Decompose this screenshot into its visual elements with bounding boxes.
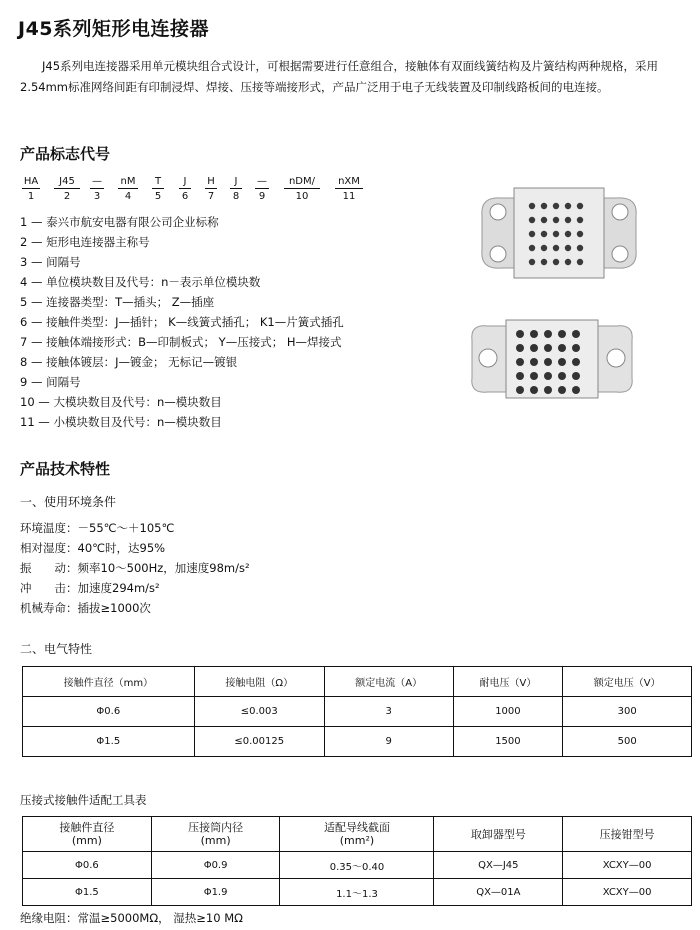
list-item: 9 — 间隔号 <box>20 375 81 389</box>
code-part: J <box>179 176 191 189</box>
table-header <box>280 817 434 852</box>
code-part: — <box>92 176 102 187</box>
list-item: 冲 击：加速度294m/s² <box>20 581 160 595</box>
code-part: — <box>257 176 267 187</box>
code-part: J <box>230 176 242 189</box>
table-cell: XCXY—00 <box>563 879 692 906</box>
list-item: 3 — 间隔号 <box>20 255 81 269</box>
code-part: nM <box>118 176 138 189</box>
code-number: 4 <box>124 191 132 202</box>
table-cell: Φ0.6 <box>23 697 195 727</box>
table-cell: ≤0.00125 <box>194 727 324 757</box>
table-header: 接触件直径（mm） <box>23 667 195 697</box>
code-number: 8 <box>232 191 240 202</box>
list-item: 6 — 接触件类型：J—插针； K—线簧式插孔； K1—片簧式插孔 <box>20 315 344 329</box>
table-header: 接触电阻（Ω） <box>194 667 324 697</box>
code-number: 10 <box>295 191 309 202</box>
table-header: 额定电流（A） <box>324 667 453 697</box>
table-header <box>434 817 563 852</box>
connector-plug-photo <box>478 186 640 280</box>
table-header: 额定电压（V） <box>563 667 692 697</box>
code-part: H <box>205 176 217 189</box>
insulation-resistance-note: 绝缘电阻：常温≥5000MΩ， 湿热≥10 MΩ <box>20 911 243 925</box>
table-cell: 300 <box>563 697 692 727</box>
code-part: nXM <box>335 176 363 189</box>
table-cell: Φ0.6 <box>23 852 152 879</box>
intro-paragraph: J45系列电连接器采用单元模块组合式设计，可根据需要进行任意组合，接触体有双面线簧结构及片簧结构两种规格，采用2.54mm标准网络间距有印制浸焊、焊接、压接等端接形式，产品广泛用于电子无线装置及印制线路板间的电连接。 <box>20 59 659 94</box>
section-heading-specs: 产品技术特性 <box>20 460 111 478</box>
table-cell: 0.35～0.40 <box>280 852 434 879</box>
header-unit: (mm) <box>200 834 231 847</box>
subheading-environment: 一、使用环境条件 <box>20 495 117 509</box>
section-heading-marking: 产品标志代号 <box>20 145 111 163</box>
list-item: 5 — 连接器类型：T—插头； Z—插座 <box>20 295 215 309</box>
table-cell: 500 <box>563 727 692 757</box>
code-part: nDM/ <box>284 176 320 189</box>
list-item: 4 — 单位模块数目及代号：n－表示单位模块数 <box>20 275 261 289</box>
list-item: 7 — 接触体端接形式：B—印制板式； Y—压接式； H—焊接式 <box>20 335 342 349</box>
list-item: 10 — 大模块数目及代号：n—模块数目 <box>20 395 222 409</box>
table-cell: Φ1.5 <box>23 727 195 757</box>
table-header <box>151 817 280 852</box>
list-item: 1 — 泰兴市航安电器有限公司企业标称 <box>20 215 219 229</box>
table-cell: Φ1.5 <box>23 879 152 906</box>
list-item: 2 — 矩形电连接器主称号 <box>20 235 150 249</box>
table-header-row <box>23 667 692 697</box>
table-header-row <box>23 817 692 852</box>
list-item: 相对湿度：40℃时，达95% <box>20 541 166 555</box>
header-line: 取卸器型号 <box>470 827 526 841</box>
code-number: 7 <box>207 191 215 202</box>
table-header <box>23 817 152 852</box>
code-part: J45 <box>54 176 80 189</box>
table-cell: Φ0.9 <box>151 852 280 879</box>
code-number: 2 <box>63 191 71 202</box>
code-number: 5 <box>154 191 162 202</box>
table-cell: 3 <box>324 697 453 727</box>
tool-table-title: 压接式接触件适配工具表 <box>20 793 147 807</box>
table-row <box>23 852 692 879</box>
table-cell: QX—01A <box>434 879 563 906</box>
electrical-table <box>22 666 692 757</box>
table-cell: ≤0.003 <box>194 697 324 727</box>
header-line: 接触件直径 <box>59 821 115 834</box>
table-cell: Φ1.9 <box>151 879 280 906</box>
table-row <box>23 697 692 727</box>
list-item: 机械寿命：插拔≥1000次 <box>20 601 151 615</box>
list-item: 11 — 小模块数目及代号：n—模块数目 <box>20 415 222 429</box>
tool-table <box>22 816 692 906</box>
code-part: HA <box>23 176 39 187</box>
code-item-list <box>20 212 344 432</box>
table-cell: QX—J45 <box>434 852 563 879</box>
table-cell: XCXY—00 <box>563 852 692 879</box>
table-cell: 1500 <box>453 727 563 757</box>
page-title: J45系列矩形电连接器 <box>18 18 210 40</box>
table-header: 耐电压（V） <box>453 667 563 697</box>
header-line: 压接筒内径 <box>188 821 244 834</box>
table-row <box>23 727 692 757</box>
table-row <box>23 879 692 906</box>
header-line: 压接钳型号 <box>599 827 655 841</box>
environment-list <box>20 518 250 618</box>
header-unit: (mm²) <box>339 834 375 847</box>
table-cell: 1000 <box>453 697 563 727</box>
code-number: 9 <box>258 191 266 202</box>
header-unit: (mm) <box>71 834 102 847</box>
code-number: 3 <box>93 191 101 202</box>
list-item: 环境温度：－55℃～＋105℃ <box>20 521 175 535</box>
subheading-electrical: 二、电气特性 <box>20 642 93 656</box>
table-cell: 1.1～1.3 <box>280 879 434 906</box>
connector-socket-photo <box>466 318 638 400</box>
code-part: T <box>152 176 164 189</box>
list-item: 振 动：频率10～500Hz，加速度98m/s² <box>20 561 250 575</box>
header-line: 适配导线截面 <box>323 821 390 834</box>
code-number: 1 <box>27 191 35 202</box>
table-header <box>563 817 692 852</box>
code-number: 11 <box>342 191 356 202</box>
list-item: 8 — 接触体镀层：J—镀金； 无标记—镀银 <box>20 355 238 369</box>
table-cell: 9 <box>324 727 453 757</box>
code-number: 6 <box>181 191 189 202</box>
